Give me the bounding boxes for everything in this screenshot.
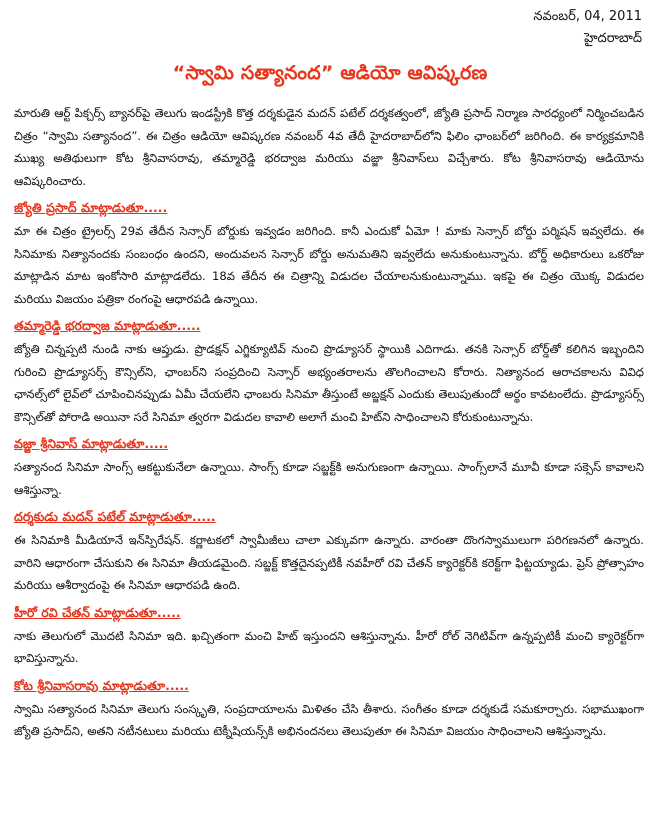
section-text-tammareddy: జ్యోతి చిన్నప్పటి నుండి నాకు ఆప్తుడు. ప్రొడక్షన్ ఎగ్జిక్యూటివ్ నుంచి ప్రొడ్యూసర్ స్థాయికి ఎదిగాడు. తనకి సెన్సార్ బోర్డ్‌తో కలిగిన ఇబ్బందిని గురించి ప్రొడ్యూసర్స్ కౌన్సిల్‌ని, ఛాంబర్‌ని సంప్రదించి సెన్సార్ అభ్యంతరాలను తొలగించాలని కోరారు. నిత్యానంద ఆరాచకాలను వివిధ ఛానల్స్‌లో లైవ్‌లో చూపించినప్పుడు ఏమీ చేయలేని ఛాంబరు సినిమా తీస్తుంటే అబ్జక్షన్ ఎందుకు తెలుపుతుందో అర్థం కావటంలేదు. ప్రొడ్యూసర్స్ కౌన్సిల్‌తో పోరాడి అయినా సరే సినిమా త్వరగా విడుదల కావాలి అలాగే మంచి హిట్‌ని సాధించాలని కోరుకుంటున్నాను. [14,342,644,424]
section-heading-hero: హీరో రవి చేతన్ మాట్లాడుతూ..... [14,604,181,620]
section-text-hero: నాకు తెలుగులో మొదటి సినిమా ఇది. ఖచ్చితంగా మంచి హిట్ ఇస్తుందని ఆశిస్తున్నాను. హీరో రోల్ నెగిటివ్‌గా ఉన్నప్పటికీ మంచి క్యారెక్టర్‌గా భావిస్తున్నాను. [14,628,644,665]
section-heading-tammareddy: తమ్మారెడ్డి భరద్వాజ మాట్లాడుతూ..... [14,318,201,333]
section-heading-jyothi-prasad: జ్యోతి ప్రసాద్ మాట్లాడుతూ..... [14,200,168,215]
intro-paragraph: మారుతి ఆర్ట్ పిక్చర్స్ బ్యానర్‌పై తెలుగు ఇండస్ట్రీకి కొత్త దర్శకుడైన మదన్ పటేల్ దర్శకత్వంలో, జ్యోతి ప్రసాద్ నిర్మాణ సారధ్యంలో నిర్మించబడిన చిత్రం “స్వామి సత్యానంద”. ఈ చిత్రం ఆడియో ఆవిష్కరణ నవంబర్ 4వ తేదీ హైదరాబాద్‌లోని ఫిలిం ఛాంబర్‌లో జరిగింది. ఈ కార్యక్రమానికి ముఖ్య అతిథులుగా కోట శ్రీనివాసరావు, తమ్మారెడ్డి భరద్వాజ మరియు వజ్జా శ్రీనివాస్‌లు విచ్చేశారు. కోట శ్రీనివాసరావు ఆడియోను ఆవిష్కరించారు. [14,106,644,188]
section-text-kota: స్వామి సత్యానంద సినిమా తెలుగు సంస్కృతి, సంప్రదాయాలను మిళితం చేసి తీశారు. సంగీతం కూడా దర్శకుడే సమకూర్చారు. సభాముఖంగా జ్యోతి ప్రసాద్‌ని, అతని నటీనటులు మరియు టెక్నీషియన్స్‌కి అభినందనలు తెలుపుతూ ఈ సినిమా విజయం సాధించాలని ఆశిస్తున్నాను. [14,701,644,738]
section-text-jyothi-prasad: మా ఈ చిత్రం ట్రైలర్స్ 29వ తేదీన సెన్సార్ బోర్డుకు ఇవ్వడం జరిగింది. కానీ ఎందుకో ఏమో ! మాకు సెన్సార్ బోర్డు పర్మిషన్ ఇవ్వలేదు. ఈ సినిమాకు నిత్యానందకు సంబంధం ఉందని, అందువలన సెన్సార్ బోర్డు అనుమతిని ఇవ్వలేదు అనుకుంటున్నాను. బోర్డ్ అధికారులు ఒకరోజు మాట్లాడిన మాట ఇంకోసారి మాట్లాడలేదు. 18వ తేదీన ఈ చిత్రాన్ని విడుదల చేయాలనుకుంటున్నాము. ఇకపై ఈ చిత్రం యొక్క విడుదల మరియు విజయం పత్రికా రంగంపై ఆధారపడి ఉన్నాయి. [14,224,644,306]
section-heading-director: దర్శకుడు మదన్ పటేల్ మాట్లాడుతూ..... [14,509,216,524]
dateline [533,6,642,50]
section-text-director: ఈ సినిమాకి మీడియానే ఇన్‌స్పిరేషన్. కర్ణాటకలో స్వామీజీలు చాలా ఎక్కువగా ఉన్నారు. వారంతా దొంగస్వాములుగా పరిగణనలో ఉన్నారు. వారిని ఆధారంగా చేసుకుని ఈ సినిమా తీయడమైంది. సబ్జక్ట్ కొత్తదైనప్పటికీ నవహీరో రవి చేతన్ క్యారెక్టర్‌కి కరెక్ట్‌గా ఫిట్టయ్యాడు. ప్రెస్ ప్రోత్సాహం మరియు ఆశీర్వాదంపై ఈ సినిమా ఆధారపడి ఉంది. [14,533,644,592]
release-date: నవంబర్, 04, 2011 [533,9,642,24]
section-text-vajja-srinivas: సత్యానంద సినిమా సాంగ్స్ ఆకట్టుకునేలా ఉన్నాయి. సాంగ్స్ కూడా సబ్జక్ట్‌కి అనుగుణంగా ఉన్నాయి. సాంగ్స్‌లానే మూవీ కూడా సక్సెస్ కావాలని ఆశిస్తున్నా. [14,460,644,497]
section-heading-vajja-srinivas: వజ్జా శ్రీనివాస్ మాట్లాడుతూ..... [14,436,169,451]
section-heading-kota: కోట శ్రీనివాసరావు మాట్లాడుతూ..... [14,677,189,693]
page-title: “స్వామి సత్యానంద” ఆడియో ఆవిష్కరణ [172,62,488,84]
article-body [14,102,644,749]
release-place: హైదరాబాద్ [584,31,642,46]
